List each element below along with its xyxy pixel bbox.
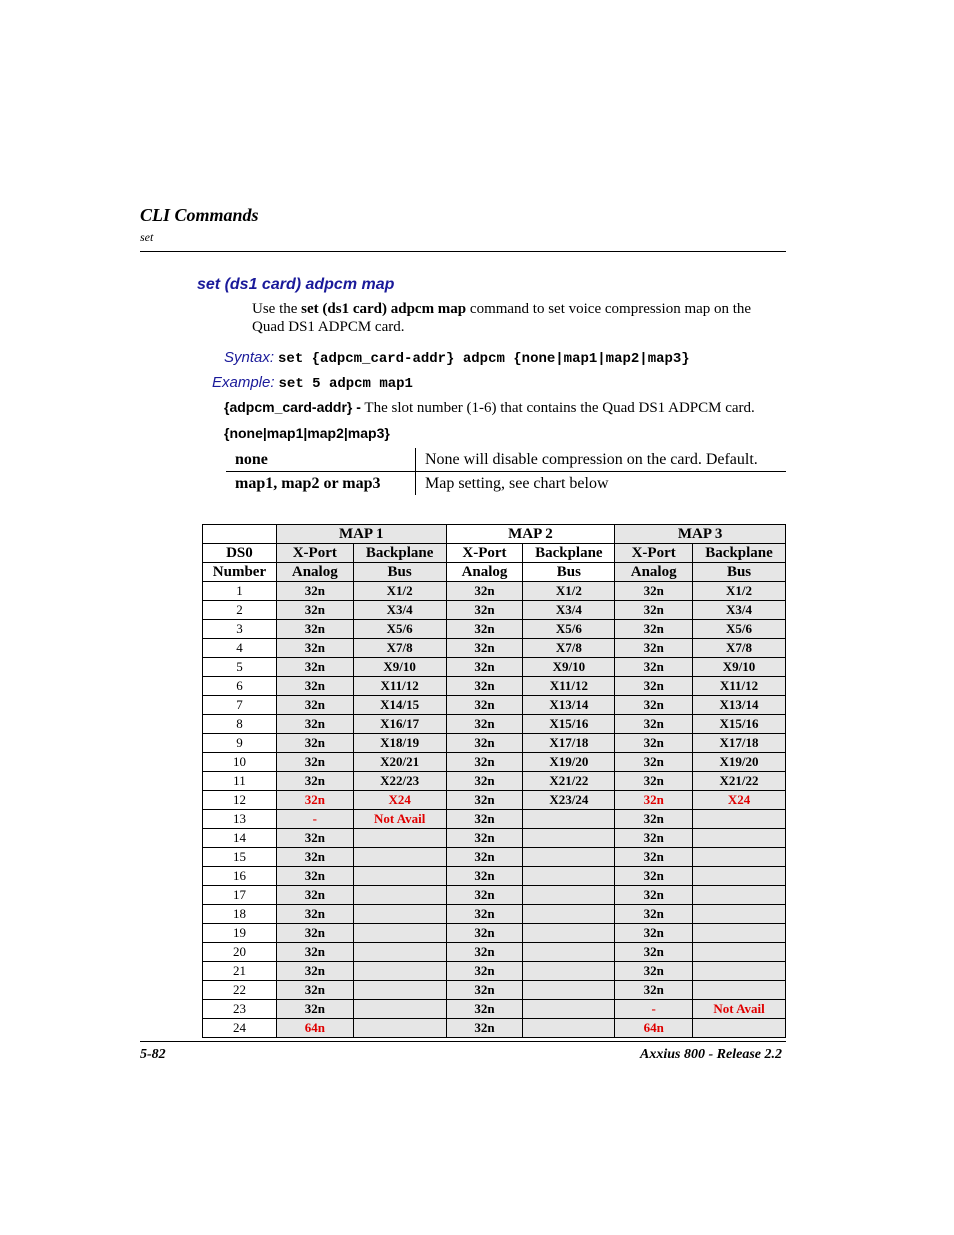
column-header: Analog (446, 563, 523, 582)
choices-heading: {none|map1|map2|map3} (224, 425, 390, 441)
ds0-number-cell: 13 (203, 810, 277, 829)
map-cell: 64n (615, 1019, 693, 1038)
map-cell: X7/8 (693, 639, 786, 658)
table-row (203, 810, 786, 829)
map-cell (523, 867, 615, 886)
map-cell: 32n (276, 582, 353, 601)
map-cell: Not Avail (693, 1000, 786, 1019)
map-cell: 32n (276, 981, 353, 1000)
syntax-label: Syntax: (224, 349, 275, 366)
map-cell (523, 943, 615, 962)
map-cell (353, 829, 446, 848)
table-row (203, 753, 786, 772)
product-release: Axxius 800 - Release 2.2 (640, 1047, 782, 1062)
column-header: X-Port (615, 544, 693, 563)
table-row (203, 848, 786, 867)
map-cell: 32n (446, 677, 523, 696)
ds0-number-cell: 22 (203, 981, 277, 1000)
map-cell (523, 886, 615, 905)
map-cell: 32n (615, 943, 693, 962)
map-group-header: MAP 1 (276, 525, 446, 544)
intro-paragraph (252, 300, 786, 336)
map-cell (693, 962, 786, 981)
map-cell: 32n (446, 810, 523, 829)
map-cell: 32n (276, 962, 353, 981)
column-header: Analog (615, 563, 693, 582)
map-cell: X7/8 (353, 639, 446, 658)
column-header: Analog (276, 563, 353, 582)
map-cell: X19/20 (693, 753, 786, 772)
map-cell (693, 886, 786, 905)
map-cell: 32n (615, 886, 693, 905)
map-cell (353, 1019, 446, 1038)
param-description (224, 399, 755, 417)
map-cell: 32n (276, 734, 353, 753)
map-cell: X15/16 (693, 715, 786, 734)
map-cell: X1/2 (693, 582, 786, 601)
map-cell (693, 905, 786, 924)
map-cell: 32n (446, 620, 523, 639)
map-cell: X3/4 (353, 601, 446, 620)
map-cell: 32n (446, 791, 523, 810)
map-cell: 32n (615, 848, 693, 867)
map-cell: X17/18 (693, 734, 786, 753)
option-row (226, 472, 786, 496)
ds0-number-cell: 18 (203, 905, 277, 924)
table-row (203, 620, 786, 639)
column-header-row (203, 563, 786, 582)
map-cell: 32n (615, 734, 693, 753)
map-cell: 32n (276, 772, 353, 791)
map-cell: 32n (615, 639, 693, 658)
map-cell: 32n (446, 1019, 523, 1038)
footer-rule (140, 1041, 786, 1042)
ds0-number-cell: 16 (203, 867, 277, 886)
map-cell: 32n (446, 905, 523, 924)
map-cell: 32n (276, 924, 353, 943)
map-cell: 32n (446, 658, 523, 677)
example-label: Example: (212, 374, 275, 391)
table-row (203, 791, 786, 810)
table-row (203, 867, 786, 886)
map-cell: 32n (276, 1000, 353, 1019)
table-row (203, 658, 786, 677)
ds0-number-cell: 3 (203, 620, 277, 639)
example-command: set 5 adpcm map1 (278, 376, 413, 392)
map-cell: 32n (276, 696, 353, 715)
param-name: {adpcm_card-addr} - (224, 399, 361, 415)
ds0-number-cell: 12 (203, 791, 277, 810)
map-cell (353, 886, 446, 905)
ds0-number-cell: 23 (203, 1000, 277, 1019)
option-key: map1, map2 or map3 (226, 472, 416, 496)
map-cell: X22/23 (353, 772, 446, 791)
table-row (203, 696, 786, 715)
map-cell: X5/6 (353, 620, 446, 639)
options-table (226, 448, 786, 495)
map-cell: 32n (276, 677, 353, 696)
map-cell: 32n (446, 753, 523, 772)
table-row (203, 962, 786, 981)
ds0-number-cell: 7 (203, 696, 277, 715)
map-cell (693, 943, 786, 962)
map-cell: 32n (276, 715, 353, 734)
table-row (203, 639, 786, 658)
map-cell: 32n (615, 620, 693, 639)
map-cell: 32n (446, 772, 523, 791)
map-cell: 32n (446, 582, 523, 601)
map-cell: 32n (615, 715, 693, 734)
map-cell (693, 981, 786, 1000)
map-cell: X11/12 (693, 677, 786, 696)
column-header: Bus (353, 563, 446, 582)
ds0-number-cell: 2 (203, 601, 277, 620)
intro-post: command to set voice compression map on the Quad DS1 ADPCM card. (252, 301, 752, 335)
map-cell (353, 1000, 446, 1019)
intro-pre: Use the (252, 301, 302, 317)
map-cell: X13/14 (523, 696, 615, 715)
map-cell: X9/10 (353, 658, 446, 677)
map-cell: X3/4 (523, 601, 615, 620)
option-desc: Map setting, see chart below (425, 474, 609, 492)
map-header-row (203, 525, 786, 544)
map-cell: 64n (276, 1019, 353, 1038)
table-row (203, 601, 786, 620)
ds0-number-cell: 5 (203, 658, 277, 677)
map-cell: 32n (446, 639, 523, 658)
map-cell: 32n (615, 981, 693, 1000)
map-cell: 32n (446, 867, 523, 886)
map-cell: 32n (446, 981, 523, 1000)
map-cell: X5/6 (523, 620, 615, 639)
map-cell: X21/22 (523, 772, 615, 791)
map-cell (523, 981, 615, 1000)
map-cell: 32n (276, 753, 353, 772)
map-table-body (203, 582, 786, 1038)
ds0-number-cell: 24 (203, 1019, 277, 1038)
map-cell: X9/10 (523, 658, 615, 677)
map-cell: 32n (446, 696, 523, 715)
map-cell (523, 1019, 615, 1038)
ds0-number-cell: 6 (203, 677, 277, 696)
ds0-number-cell: 15 (203, 848, 277, 867)
map-cell: X14/15 (353, 696, 446, 715)
map-cell (523, 1000, 615, 1019)
map-cell: X5/6 (693, 620, 786, 639)
map-cell: X7/8 (523, 639, 615, 658)
map-cell: 32n (615, 829, 693, 848)
column-header: X-Port (446, 544, 523, 563)
map-cell: X3/4 (693, 601, 786, 620)
intro-command: set (ds1 card) adpcm map (301, 301, 467, 317)
map-cell: 32n (615, 810, 693, 829)
map-cell (523, 848, 615, 867)
option-key: none (226, 448, 416, 472)
map-cell (353, 962, 446, 981)
ds0-number-cell: 4 (203, 639, 277, 658)
map-cell (353, 981, 446, 1000)
map-cell: X1/2 (523, 582, 615, 601)
column-header: DS0 (203, 544, 277, 563)
table-row (203, 943, 786, 962)
map-cell: 32n (615, 677, 693, 696)
map-cell: 32n (615, 658, 693, 677)
ds0-number-cell: 9 (203, 734, 277, 753)
map-cell (523, 924, 615, 943)
map-cell (353, 848, 446, 867)
map-cell: - (615, 1000, 693, 1019)
section-title: set (ds1 card) adpcm map (197, 276, 395, 293)
syntax-line (224, 349, 690, 367)
map-cell: 32n (276, 943, 353, 962)
map-cell: X11/12 (523, 677, 615, 696)
table-row (203, 905, 786, 924)
map-cell (353, 905, 446, 924)
example-line (212, 374, 413, 392)
map-cell: 32n (276, 658, 353, 677)
map-cell: Not Avail (353, 810, 446, 829)
chapter-title: CLI Commands (140, 205, 259, 225)
map-cell: X1/2 (353, 582, 446, 601)
map-cell: X19/20 (523, 753, 615, 772)
map-cell: 32n (276, 867, 353, 886)
column-header: Backplane (523, 544, 615, 563)
option-desc: None will disable compression on the card. Default. (416, 448, 787, 472)
param-desc: The slot number (1-6) that contains the Quad DS1 ADPCM card. (360, 400, 755, 416)
map-cell: X20/21 (353, 753, 446, 772)
ds0-number-cell: 14 (203, 829, 277, 848)
map-cell: 32n (615, 905, 693, 924)
column-header: Backplane (693, 544, 786, 563)
map-cell: 32n (276, 848, 353, 867)
ds0-number-cell: 19 (203, 924, 277, 943)
map-cell: 32n (276, 601, 353, 620)
map-cell (693, 1019, 786, 1038)
ds0-number-cell: 10 (203, 753, 277, 772)
ds0-number-cell: 20 (203, 943, 277, 962)
map-cell (523, 905, 615, 924)
table-row (203, 715, 786, 734)
map-cell: 32n (446, 924, 523, 943)
table-row (203, 1000, 786, 1019)
map-group-header: MAP 3 (615, 525, 786, 544)
map-cell: 32n (446, 601, 523, 620)
table-row (203, 734, 786, 753)
map-cell: X15/16 (523, 715, 615, 734)
table-row (203, 924, 786, 943)
chapter-subtitle: set (140, 230, 154, 244)
syntax-command: set {adpcm_card-addr} adpcm {none|map1|map2|map3} (278, 351, 690, 367)
map-cell: X17/18 (523, 734, 615, 753)
map-cell: 32n (615, 696, 693, 715)
map-cell: 32n (276, 639, 353, 658)
blank-header-cell (203, 525, 277, 544)
page-number: 5-82 (140, 1047, 166, 1062)
map-cell (353, 867, 446, 886)
map-cell: 32n (446, 1000, 523, 1019)
ds0-number-cell: 21 (203, 962, 277, 981)
header-rule (140, 251, 786, 252)
map-cell: 32n (446, 886, 523, 905)
map-cell (353, 924, 446, 943)
map-cell: X11/12 (353, 677, 446, 696)
map-cell (693, 924, 786, 943)
map-cell: X23/24 (523, 791, 615, 810)
map-cell: X24 (693, 791, 786, 810)
map-cell: 32n (276, 905, 353, 924)
map-cell: X13/14 (693, 696, 786, 715)
map-cell: 32n (615, 753, 693, 772)
map-cell (693, 810, 786, 829)
map-cell: 32n (276, 886, 353, 905)
table-row (203, 886, 786, 905)
map-cell: 32n (446, 848, 523, 867)
map-cell (353, 943, 446, 962)
table-row (203, 772, 786, 791)
map-cell: 32n (446, 715, 523, 734)
ds0-number-cell: 1 (203, 582, 277, 601)
option-row (226, 448, 786, 472)
map-cell: 32n (446, 829, 523, 848)
map-cell: 32n (446, 962, 523, 981)
map-cell (523, 962, 615, 981)
map-cell (693, 867, 786, 886)
map-cell: 32n (615, 601, 693, 620)
table-row (203, 677, 786, 696)
map-cell (523, 810, 615, 829)
table-row (203, 1019, 786, 1038)
column-header: Backplane (353, 544, 446, 563)
map-cell: 32n (446, 734, 523, 753)
map-cell: 32n (276, 829, 353, 848)
ds0-number-cell: 8 (203, 715, 277, 734)
map-cell: 32n (276, 620, 353, 639)
map-cell: X16/17 (353, 715, 446, 734)
map-cell: 32n (615, 867, 693, 886)
map-cell: 32n (615, 582, 693, 601)
adpcm-map-table (202, 524, 786, 1038)
map-cell: X24 (353, 791, 446, 810)
map-cell: 32n (276, 791, 353, 810)
map-cell: 32n (615, 791, 693, 810)
map-cell (523, 829, 615, 848)
map-cell: 32n (615, 962, 693, 981)
ds0-number-cell: 11 (203, 772, 277, 791)
map-cell: 32n (615, 924, 693, 943)
table-row (203, 829, 786, 848)
map-cell: X9/10 (693, 658, 786, 677)
map-cell: - (276, 810, 353, 829)
table-row (203, 582, 786, 601)
column-header: Bus (693, 563, 786, 582)
ds0-number-cell: 17 (203, 886, 277, 905)
table-row (203, 981, 786, 1000)
map-cell (693, 848, 786, 867)
map-cell: 32n (615, 772, 693, 791)
map-cell (693, 829, 786, 848)
column-header: X-Port (276, 544, 353, 563)
map-group-header: MAP 2 (446, 525, 615, 544)
column-header: Bus (523, 563, 615, 582)
map-cell: X18/19 (353, 734, 446, 753)
column-header-row (203, 544, 786, 563)
map-cell: X21/22 (693, 772, 786, 791)
column-header: Number (203, 563, 277, 582)
map-cell: 32n (446, 943, 523, 962)
